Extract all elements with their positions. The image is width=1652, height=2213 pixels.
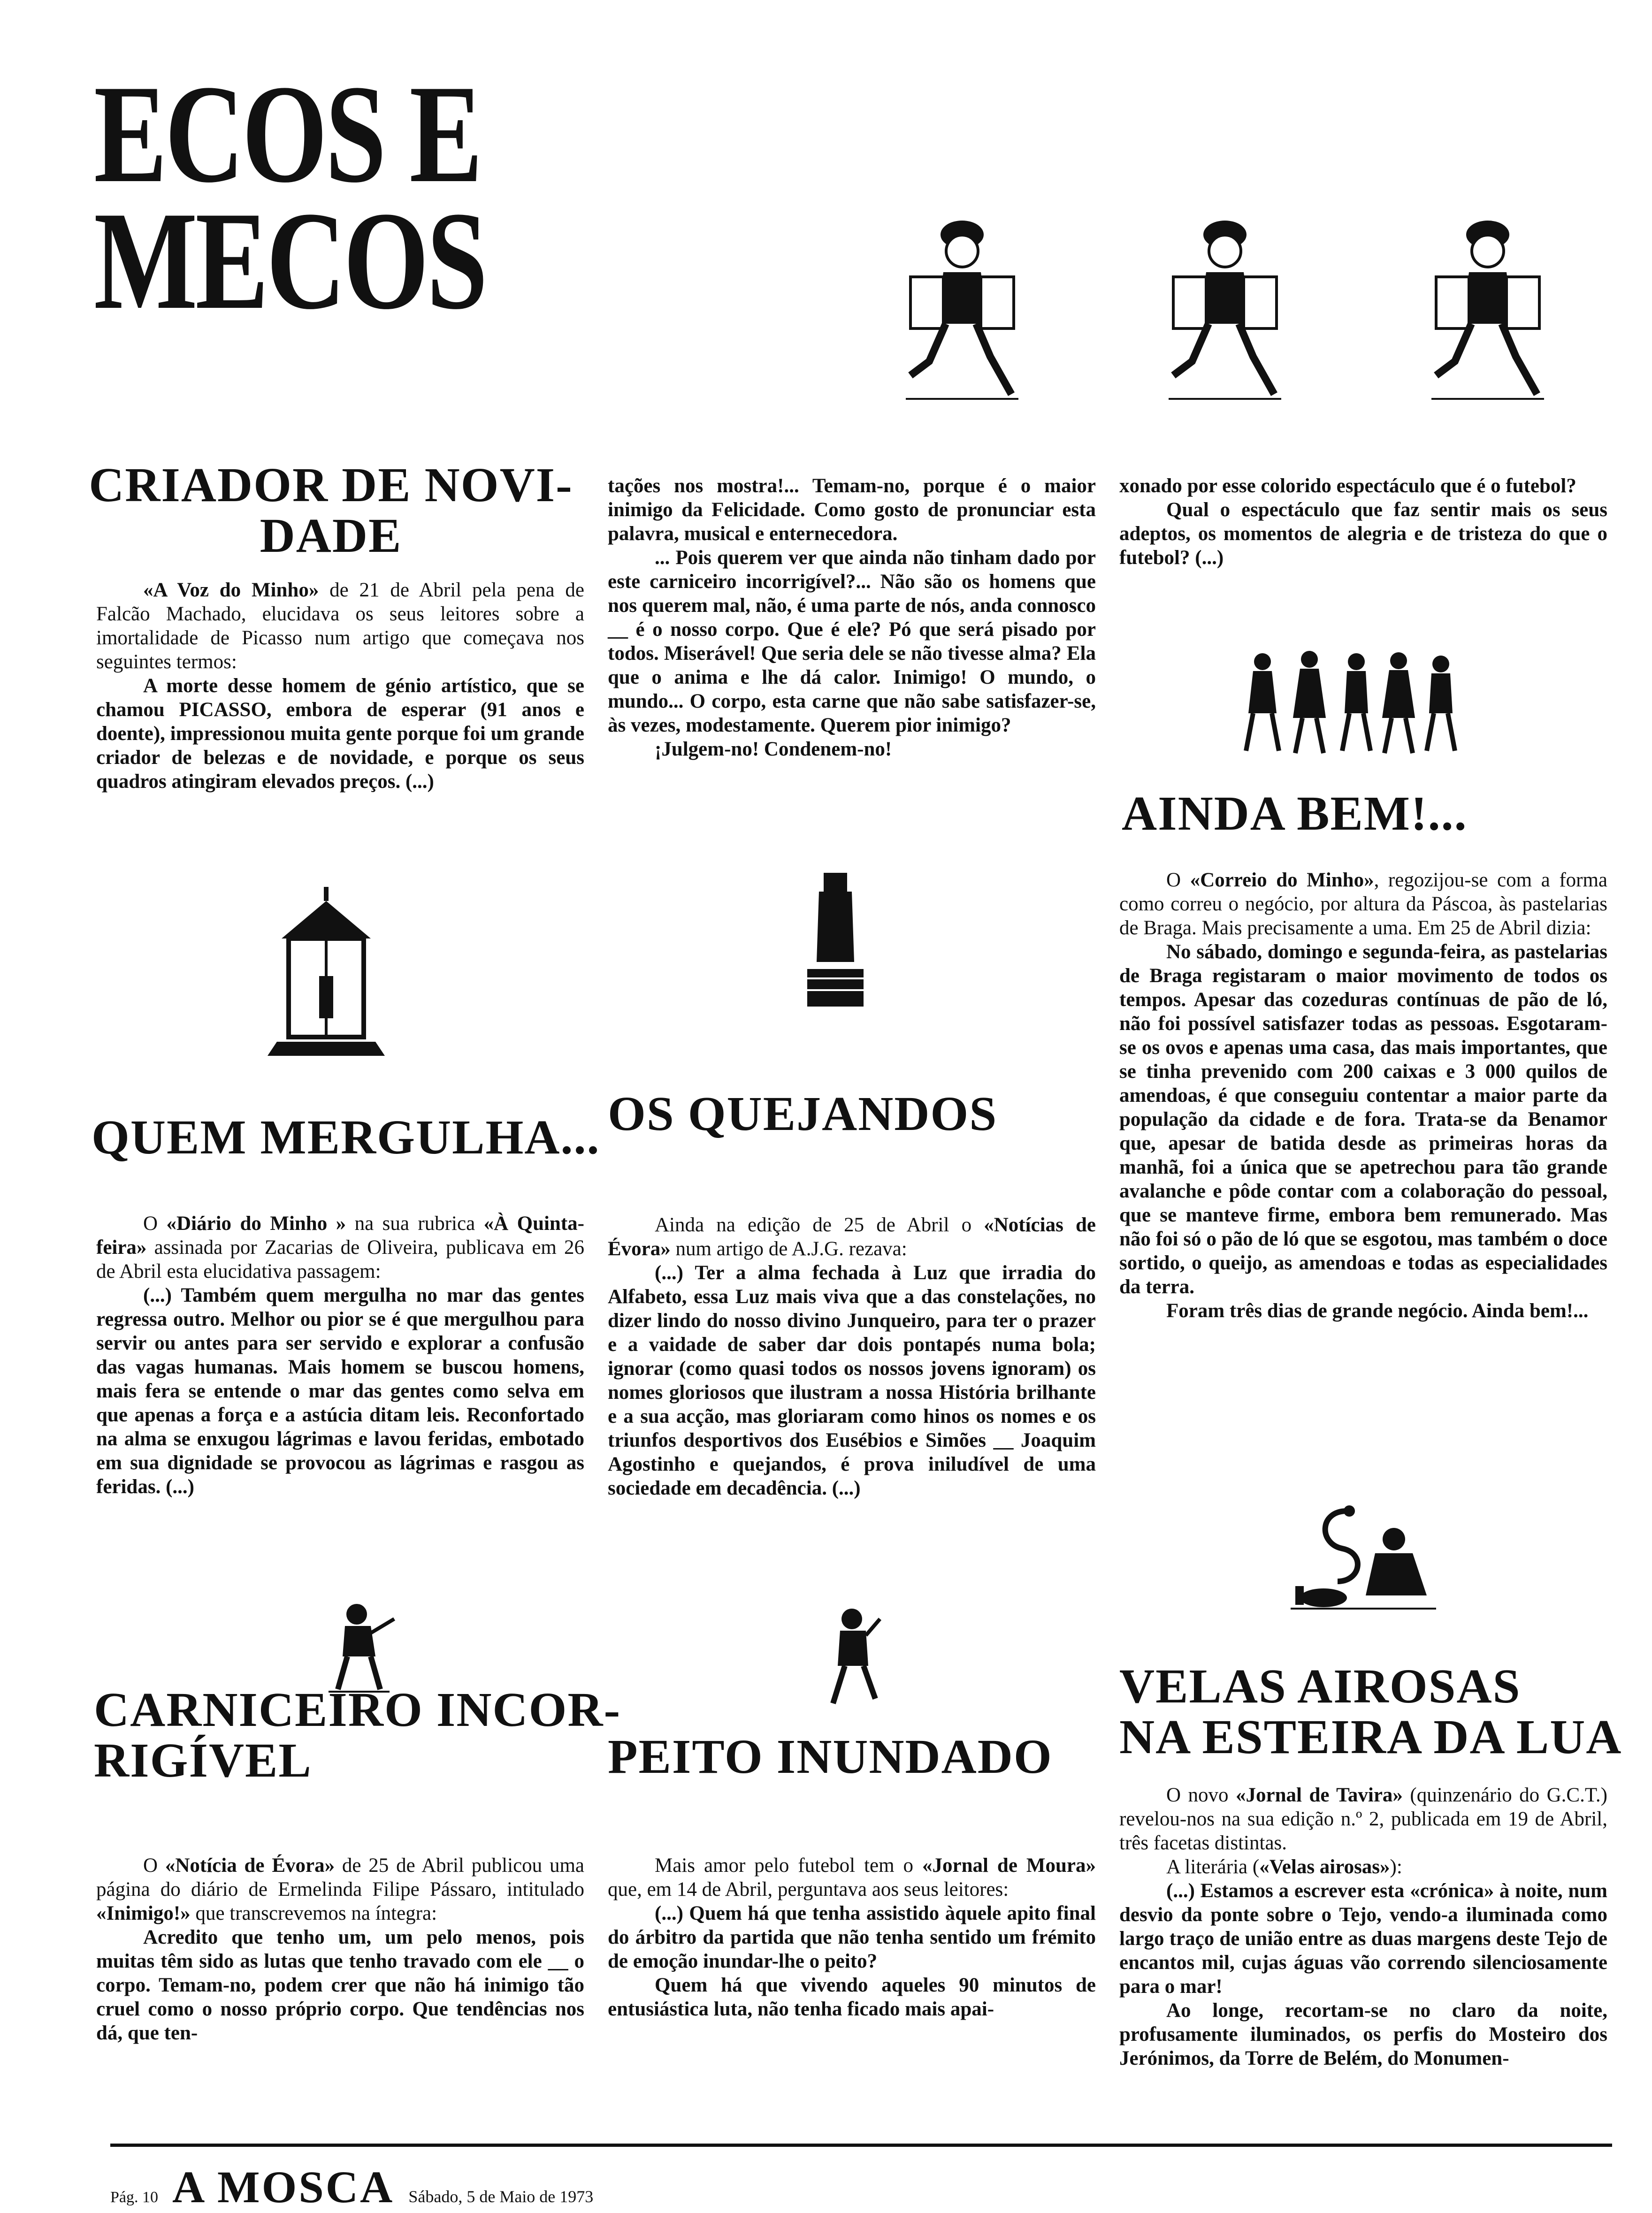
violinist-icon [319, 1600, 399, 1694]
article-quejandos: Ainda na edição de 25 de Abril o «Notícias de Évora» num artigo de A.J.G. rezava: (...) Ter a alma fechada à Luz que irradia do Alfabeto, essa Luz mais viva que a das constelações, no dizer lindo do nosso divino Junqueiro, para ter o prazer e a vaidade de saber dar dois pontapés numa bola; ignorar (como quasi todos os nossos jovens ignoram) os nomes gloriosos que ilustram a nossa História brilhante e a sua acção, mas gloriaram como hinos os nomes e os triunfos desportivos dos Eusébios e Simões __ Joaquim Agostinho e quejandos, é prova iniludível de uma sociedade em decadência. (...) [608, 1214, 1096, 1499]
headline-quejandos: OS QUEJANDOS [608, 1087, 998, 1141]
newsboy-icon [1427, 206, 1549, 404]
statue-icon [798, 868, 873, 1009]
footer [110, 2161, 593, 2213]
article-ainda-bem: O «Correio do Minho», regozijou-se com a forma como correu o negócio, por altura da Páscoa, às pastelarias de Braga. Mais precisamente a uma. Em 25 de Abril dizia: No sábado, domingo e segunda-feira, as pastelarias de Braga registaram o maior movimento de todos os tempos. Apesar das cozeduras contínuas de pão de ló, não foi possível satisfazer todas as pessoas. Esgotaram-se os ovos e apenas uma casa, das mais importantes, que se tinha prevenido com 200 caixas e 3 000 quilos de amendoas, é que conseguiu contentar a maior parte da população da cidade e de fora. Trata-se da Benamor que, apesar de batida desde as primeiras horas da manhã, foi a única que se apetrechou para tão grande avalanche e pôde contar com a colaboração do pessoal, que se manteve firme, embora bem remunerado. Mas não foi só o pão de ló que se esgotou, mas também o doce sortido, o queijo, as amendoas e todas as especialidades da terra. Foram três dias de grande negócio. Ainda bem!... [1119, 869, 1607, 1322]
page-title-line-1: ECOS E [94, 56, 481, 212]
page-title [94, 56, 486, 338]
article-peito-continued: xonado por esse colorido espectáculo que é o futebol? Qual o espectáculo que faz sentir mais os seus adeptos, os momentos de alegria e de tristeza do que o futebol? (...) [1119, 475, 1607, 569]
newsboy-icon [1164, 206, 1286, 404]
headline-quem-mergulha: QUEM MERGULHA... [92, 1110, 600, 1164]
article-velas-airosas: O novo «Jornal de Tavira» (quinzenário do G.C.T.) revelou-nos na sua edição n.º 2, publicada em 19 de Abril, três facetas distintas. A literária («Velas airosas»): (...) Estamos a escrever esta «crónica» à noite, num desvio da ponte sobre o Tejo, vendo-a iluminada como largo traço de união entre as duas margens deste Tejo de encantos mil, cujas águas vão correndo silenciosamente para o mar! Ao longe, recortam-se no claro da noite, profusamente iluminados, os perfis do Mosteiro dos Jerónimos, da Torre de Belém, do Monumen- [1119, 1784, 1607, 2069]
headline-carniceiro: CARNICEIRO INCOR- RIGÍVEL [94, 1683, 621, 1787]
snake-charmer-icon [1291, 1502, 1436, 1614]
newspaper-brand: A MOSCA [172, 2162, 395, 2212]
article-quem-mergulha: O «Diário do Minho » na sua rubrica «À Quinta-feira» assinada por Zacarias de Oliveira, publicava em 26 de Abril esta elucidativa passagem: (...) Também quem mergulha no mar das gentes regressa outro. Melhor ou pior se é que mergulhou para servir ou antes para ser servido e explorar a confusão das vagas humanas. Mais homem se buscou homens, mais fera se entende o mar das gentes como selva em que apenas a força e a astúcia ditam leis. Reconfortado na alma se enxugou lágrimas e lavou feridas, embotado em sua dignidade se provocou as lágrimas e rasgou as feridas. (...) [96, 1213, 584, 1498]
lantern-icon [263, 882, 390, 1061]
footer-rule [110, 2144, 1612, 2147]
headline-peito-inundado: PEITO INUNDADO [608, 1730, 1053, 1784]
newsboy-icon [901, 206, 1023, 404]
article-criador: «A Voz do Minho» de 21 de Abril pela pena de Falcão Machado, elucidava os seus leitores sobre a imortalidade de Picasso num artigo que começava nos seguintes termos: A morte desse homem de génio artístico, que se chamou PICASSO, embora de esperar (91 anos e doente), impressionou muita gente porque foi um grande criador de belezas e de novidade, e porque os seus quadros atingiram elevados preços. (...) [96, 579, 584, 793]
dancers-icon [1239, 648, 1464, 755]
issue-date: Sábado, 5 de Maio de 1973 [408, 2187, 594, 2206]
headline-velas-airosas: VELAS AIROSAS NA ESTEIRA DA LUA [1119, 1659, 1622, 1764]
article-carniceiro-continued: tações nos mostra!... Temam-no, porque é o maior inimigo da Felicidade. Como gosto de pronunciar esta palavra, musical e enternecedora. ... Pois querem ver que ainda não tinham dado por este carniceiro incorrigível?... Não são os homens que nos querem mal, não, é uma parte de nós, anda connosco __ é o nosso corpo. Que é ele? Pó que será pisado por todos. Miserável! Que seria dele se não tivesse alma? Ela que o anima e lhe dá calor. Inimigo! O mundo, o mundo... O corpo, esta carne que não sabe satisfazer-se, às vezes, modestamente. Querem pior inimigo? ¡Julgem-no! Condenem-no! [608, 475, 1096, 760]
article-carniceiro: O «Notícia de Évora» de 25 de Abril publicou uma página do diário de Ermelinda Filipe Pássaro, intitulado «Inimigo!» que transcrevemos na íntegra: Acredito que tenho um, um pelo menos, pois muitas têm sido as lutas que tenho travado com ele __ o corpo. Temam-no, podem crer que não há inimigo tão cruel como o nosso próprio corpo. Que tendências nos dá, que ten- [96, 1854, 584, 2044]
drinker-icon [819, 1605, 889, 1708]
headline-ainda-bem: AINDA BEM!... [1122, 786, 1468, 840]
page-number: Pág. 10 [110, 2189, 158, 2206]
article-peito-inundado: Mais amor pelo futebol tem o «Jornal de Moura» que, em 14 de Abril, perguntava aos seus leitores: (...) Quem há que tenha assistido àquele apito final do árbitro da partida que não tenha sentido um frémito de emoção inundar-lhe o peito? Quem há que vivendo aqueles 90 minutos de entusiástica luta, não tenha ficado mais apai- [608, 1854, 1096, 2020]
page-title-line-2: MECOS [94, 183, 486, 338]
headline-criador: CRIADOR DE NOVI- DADE [89, 458, 573, 563]
